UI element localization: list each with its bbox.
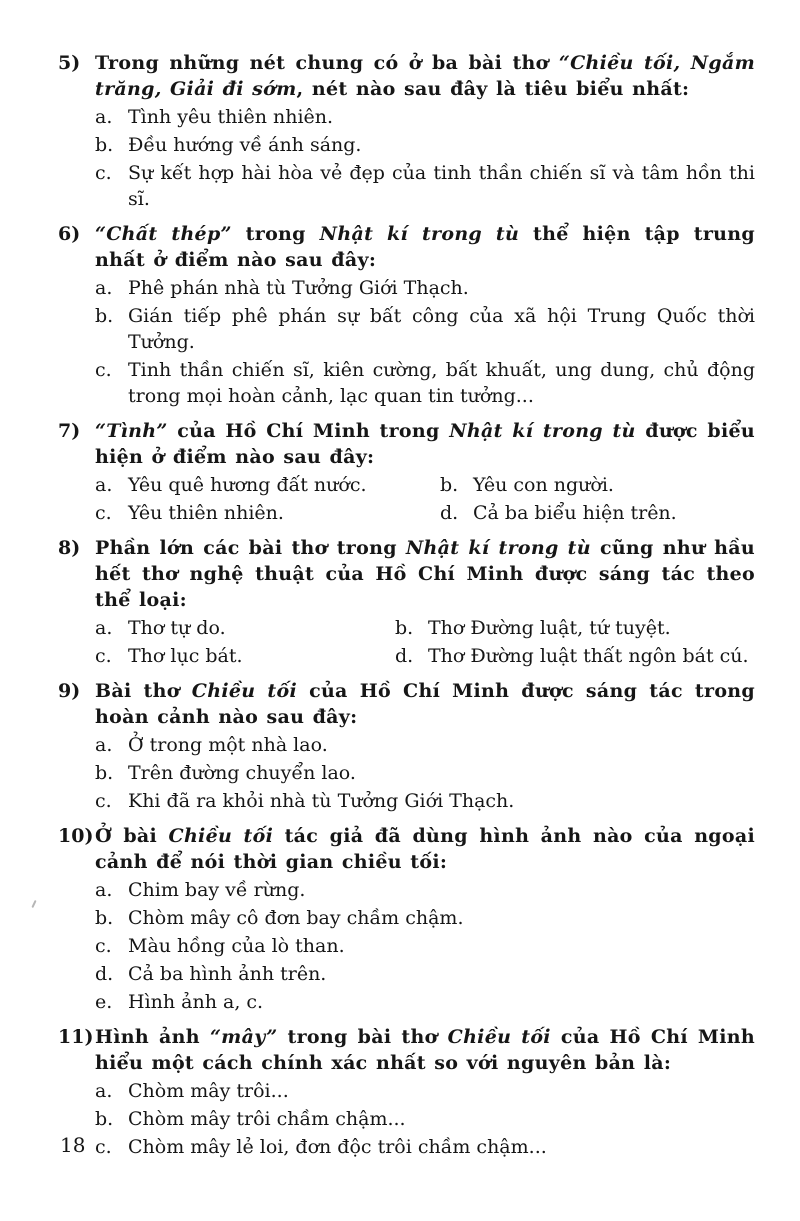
option-label: a. (95, 879, 113, 901)
option-text: Chòm mây trôi chầm chậm... (128, 1108, 406, 1130)
prompt-segment: Trong những nét chung có ở ba bài thơ (95, 52, 559, 74)
option-8b (395, 615, 755, 641)
option-text: Khi đã ra khỏi nhà tù Tưởng Giới Thạch. (128, 790, 515, 812)
option-label: a. (95, 1080, 113, 1102)
option-10b (95, 905, 755, 931)
prompt-title-segment: Nhật kí trong tù (319, 223, 520, 245)
option-text: Ở trong một nhà lao. (128, 734, 328, 756)
option-8c (95, 643, 395, 669)
option-text: Phê phán nhà tù Tưởng Giới Thạch. (128, 277, 469, 299)
option-text: Trên đường chuyển lao. (128, 762, 356, 784)
option-label: c. (95, 359, 112, 381)
options-list (95, 1078, 755, 1160)
option-7d (440, 500, 755, 526)
option-text: Thơ lục bát. (128, 645, 243, 667)
option-7b (440, 472, 755, 498)
option-9a (95, 732, 755, 758)
prompt-title-segment: Chiều tối (191, 680, 297, 702)
option-5b (95, 132, 755, 158)
option-10c (95, 933, 755, 959)
prompt-segment: tác giả đã dùng hình ảnh nào của ngoại cảnh để nói thời gian chiều tối: (95, 825, 755, 873)
question-number: 6) (58, 223, 81, 245)
question-10 (58, 823, 755, 1015)
prompt-title-segment: Nhật kí trong tù (405, 537, 591, 559)
question-7 (58, 418, 755, 526)
option-text: Màu hồng của lò than. (128, 935, 345, 957)
option-text: Thơ tự do. (128, 617, 226, 639)
option-text: Yêu con người. (473, 474, 614, 496)
option-label: b. (440, 474, 459, 496)
option-label: a. (95, 106, 113, 128)
option-9c (95, 788, 755, 814)
prompt-title-segment: Chiều tối (168, 825, 274, 847)
prompt-segment: thể hiện tập trung nhất ở điểm nào sau đây: (95, 223, 755, 271)
option-9b (95, 760, 755, 786)
option-label: e. (95, 991, 113, 1013)
question-number: 10) (58, 825, 94, 847)
option-11b (95, 1106, 755, 1132)
option-10e (95, 989, 755, 1015)
option-text: Đều hướng về ánh sáng. (128, 134, 362, 156)
prompt-title-segment: “Chất thép” (95, 223, 232, 245)
prompt-segment: được biểu hiện ở điểm nào sau đây: (95, 420, 755, 468)
prompt-title-segment: Nhật kí trong tù (449, 420, 636, 442)
options-list (95, 104, 755, 212)
option-text: Tình yêu thiên nhiên. (128, 106, 334, 128)
question-number: 11) (58, 1026, 94, 1048)
options-list (95, 275, 755, 409)
options-grid (95, 613, 755, 669)
option-text: Chòm mây lẻ loi, đơn độc trôi chầm chậm... (128, 1136, 547, 1158)
option-text: Chòm mây trôi... (128, 1080, 289, 1102)
question-prompt (95, 535, 755, 613)
prompt-segment: của Hồ Chí Minh được sáng tác trong hoàn cảnh nào sau đây: (95, 680, 755, 728)
prompt-segment: trong (231, 223, 320, 245)
prompt-title-segment: Chiều tối (447, 1026, 551, 1048)
question-number: 5) (58, 52, 81, 74)
prompt-title-segment: “Chiều tối, Ngắm trăng, Giải đi sớm (95, 52, 755, 100)
option-label: c. (95, 162, 112, 184)
option-text: Chim bay về rừng. (128, 879, 306, 901)
question-prompt (95, 50, 755, 102)
option-text: Gián tiếp phê phán sự bất công của xã hội Trung Quốc thời Tưởng. (128, 305, 755, 353)
prompt-segment: trong bài thơ (277, 1026, 448, 1048)
prompt-segment: Hình ảnh (95, 1026, 210, 1048)
option-text: Thơ Đường luật thất ngôn bát cú. (428, 645, 749, 667)
option-label: a. (95, 617, 113, 639)
option-11a (95, 1078, 755, 1104)
options-list (95, 877, 755, 1015)
option-label: c. (95, 502, 112, 524)
option-7c (95, 500, 440, 526)
option-7a (95, 472, 440, 498)
question-number: 9) (58, 680, 81, 702)
question-5 (58, 50, 755, 212)
options-list (95, 732, 755, 814)
option-10a (95, 877, 755, 903)
option-label: a. (95, 474, 113, 496)
option-text: Sự kết hợp hài hòa vẻ đẹp của tinh thần chiến sĩ và tâm hồn thi sĩ. (128, 162, 755, 210)
option-label: c. (95, 645, 112, 667)
option-label: b. (95, 907, 114, 929)
option-label: d. (440, 502, 459, 524)
option-label: b. (95, 305, 114, 327)
question-6 (58, 221, 755, 409)
question-number: 7) (58, 420, 81, 442)
option-11c (95, 1134, 755, 1160)
option-label: b. (395, 617, 414, 639)
option-label: c. (95, 935, 112, 957)
option-label: a. (95, 277, 113, 299)
option-label: d. (395, 645, 414, 667)
option-text: Chòm mây cô đơn bay chầm chậm. (128, 907, 464, 929)
options-grid (95, 470, 755, 526)
prompt-segment: , nét nào sau đây là tiêu biểu nhất: (296, 78, 690, 100)
prompt-segment: của Hồ Chí Minh trong (167, 420, 450, 442)
option-label: c. (95, 790, 112, 812)
question-8 (58, 535, 755, 669)
option-5c (95, 160, 755, 212)
option-8a (95, 615, 395, 641)
option-label: a. (95, 734, 113, 756)
prompt-segment: cũng như hầu hết thơ nghệ thuật của Hồ Chí Minh được sáng tác theo thể loại: (95, 537, 755, 611)
prompt-segment: Phần lớn các bài thơ trong (95, 537, 406, 559)
option-6b (95, 303, 755, 355)
option-label: b. (95, 1108, 114, 1130)
prompt-segment: Ở bài (95, 825, 169, 847)
option-label: c. (95, 1136, 112, 1158)
prompt-title-segment: “Tình” (95, 420, 168, 442)
option-8d (395, 643, 755, 669)
option-text: Yêu thiên nhiên. (128, 502, 284, 524)
question-prompt (95, 418, 755, 470)
option-label: b. (95, 762, 114, 784)
prompt-segment: của Hồ Chí Minh hiểu một cách chính xác nhất so với nguyên bản là: (95, 1026, 755, 1074)
prompt-title-segment: “mây” (209, 1026, 278, 1048)
question-prompt (95, 1024, 755, 1076)
option-text: Thơ Đường luật, tứ tuyệt. (428, 617, 671, 639)
option-6a (95, 275, 755, 301)
option-text: Hình ảnh a, c. (128, 991, 264, 1013)
option-5a (95, 104, 755, 130)
option-text: Tinh thần chiến sĩ, kiên cường, bất khuất, ung dung, chủ động trong mọi hoàn cảnh, lạc quan tin tưởng... (128, 359, 755, 407)
page-number: 18 (60, 1133, 86, 1157)
question-11 (58, 1024, 755, 1160)
option-text: Cả ba hình ảnh trên. (128, 963, 327, 985)
option-text: Yêu quê hương đất nước. (128, 474, 367, 496)
question-prompt (95, 823, 755, 875)
question-prompt (95, 221, 755, 273)
option-6c (95, 357, 755, 409)
option-label: b. (95, 134, 114, 156)
scan-artifact-mark (31, 900, 36, 908)
option-label: d. (95, 963, 114, 985)
option-text: Cả ba biểu hiện trên. (473, 502, 677, 524)
option-10d (95, 961, 755, 987)
question-9 (58, 678, 755, 814)
question-number: 8) (58, 537, 81, 559)
prompt-segment: Bài thơ (95, 680, 192, 702)
question-prompt (95, 678, 755, 730)
